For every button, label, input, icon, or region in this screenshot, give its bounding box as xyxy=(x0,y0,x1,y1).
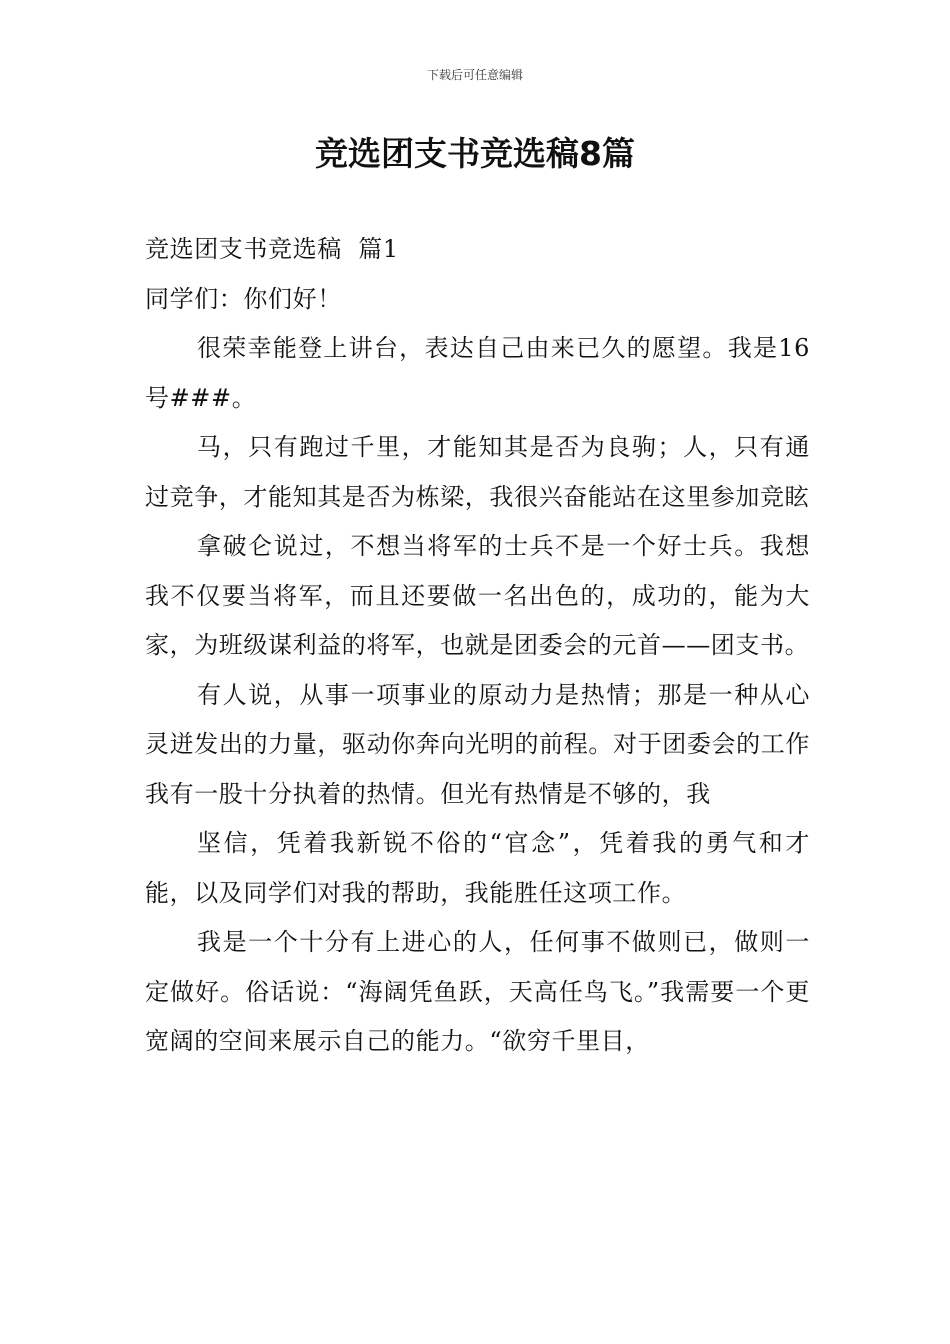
paragraph: 拿破仑说过，不想当将军的士兵不是一个好士兵。我想我不仅要当将军，而且还要做一名出色的，成功的，能为大家，为班级谋利益的将军，也就是团委会的元首——团支书。 xyxy=(145,532,810,659)
paragraph: 我是一个十分有上进心的人，任何事不做则已，做则一定做好。俗话说：“海阔凭鱼跃，天高任鸟飞。”我需要一个更宽阔的空间来展示自己的能力。“欲穷千里目， xyxy=(145,928,810,1055)
paragraph: 马，只有跑过千里，才能知其是否为良驹；人，只有通过竞争，才能知其是否为栋梁，我很兴奋能站在这里参加竞眩 xyxy=(145,433,810,511)
paragraph: 有人说，从事一项事业的原动力是热情；那是一种从心灵迸发出的力量，驱动你奔向光明的前程。对于团委会的工作我有一股十分执着的热情。但光有热情是不够的，我 xyxy=(145,680,810,808)
section-heading: 竞选团支书竞选稿 篇1 xyxy=(145,235,399,263)
paragraph: 很荣幸能登上讲台，表达自己由来已久的愿望。我是16号###。 xyxy=(145,334,810,412)
document-title: 竞选团支书竞选稿8篇 xyxy=(315,134,635,173)
greeting: 同学们：你们好！ xyxy=(145,284,342,313)
paragraph: 坚信，凭着我新锐不俗的“官念”，凭着我的勇气和才能，以及同学们对我的帮助，我能胜任这项工作。 xyxy=(145,829,810,907)
header-note: 下载后可任意编辑 xyxy=(426,68,523,82)
document-body xyxy=(145,225,810,1067)
